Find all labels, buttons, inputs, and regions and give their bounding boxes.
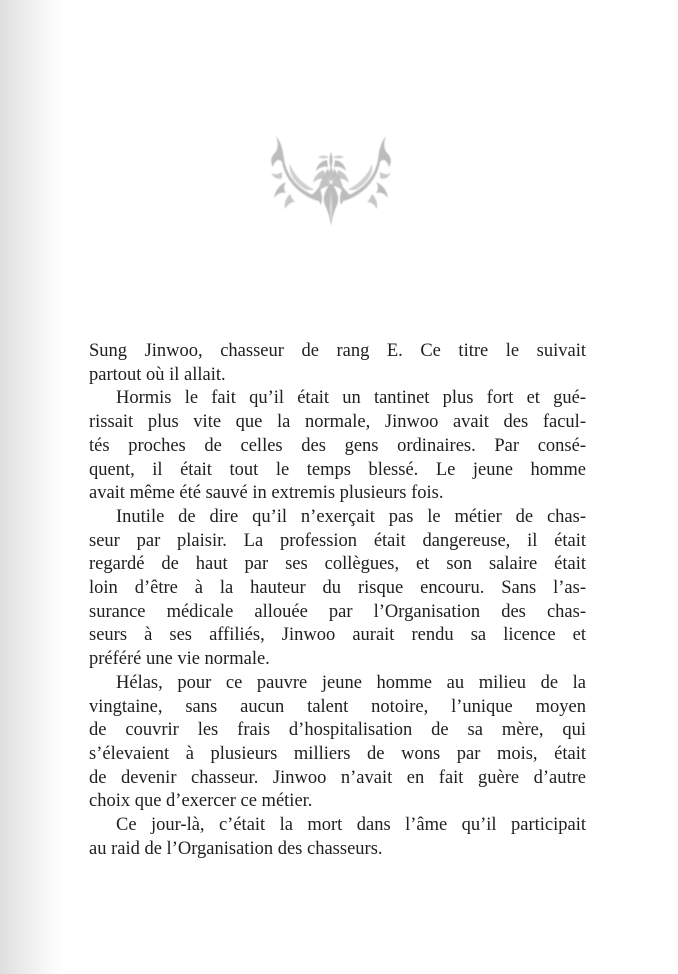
text-line: rissait plus vite que la normale, Jinwoo avait des facul- xyxy=(89,412,586,433)
text-line: au raid de l’Organisation des chasseurs. xyxy=(89,838,383,859)
text-line: Hormis le fait qu’il était un tantinet plus fort et gué- xyxy=(116,388,586,409)
text-line: surance médicale allouée par l’Organisation des chas- xyxy=(89,601,586,622)
text-block xyxy=(89,340,586,861)
tribal-winged-emblem-icon xyxy=(270,133,392,229)
text-line: Ce jour-là, c’était la mort dans l’âme qu’il participait xyxy=(116,815,586,836)
text-line: de couvrir les frais d’hospitalisation de sa mère, qui xyxy=(89,720,586,741)
text-line: de devenir chasseur. Jinwoo n’avait en fait guère d’autre xyxy=(89,767,586,788)
text-line: regardé de haut par ses collègues, et son salaire était xyxy=(89,554,586,575)
text-line: partout où il allait. xyxy=(89,364,226,385)
text-line: préféré une vie normale. xyxy=(89,649,270,670)
text-line: seurs à ses affiliés, Jinwoo aurait rendu sa licence et xyxy=(89,625,586,646)
page-spine-shadow xyxy=(0,0,62,974)
text-line: Inutile de dire qu’il n’exerçait pas le métier de chas- xyxy=(116,506,586,527)
text-line: quent, il était tout le temps blessé. Le jeune homme xyxy=(89,459,586,480)
text-line: seur par plaisir. La profession était dangereuse, il était xyxy=(89,530,586,551)
text-line: tés proches de celles des gens ordinaires. Par consé- xyxy=(89,435,586,456)
text-line: s’élevaient à plusieurs milliers de wons par mois, était xyxy=(89,743,586,764)
text-line: vingtaine, sans aucun talent notoire, l’unique moyen xyxy=(89,696,586,717)
text-line: choix que d’exercer ce métier. xyxy=(89,791,313,812)
text-line: Sung Jinwoo, chasseur de rang E. Ce titre le suivait xyxy=(89,341,586,361)
text-line: loin d’être à la hauteur du risque encouru. Sans l’as- xyxy=(89,578,586,599)
text-line: avait même été sauvé in extremis plusieurs fois. xyxy=(89,483,444,504)
text-line: Hélas, pour ce pauvre jeune homme au milieu de la xyxy=(116,672,586,693)
